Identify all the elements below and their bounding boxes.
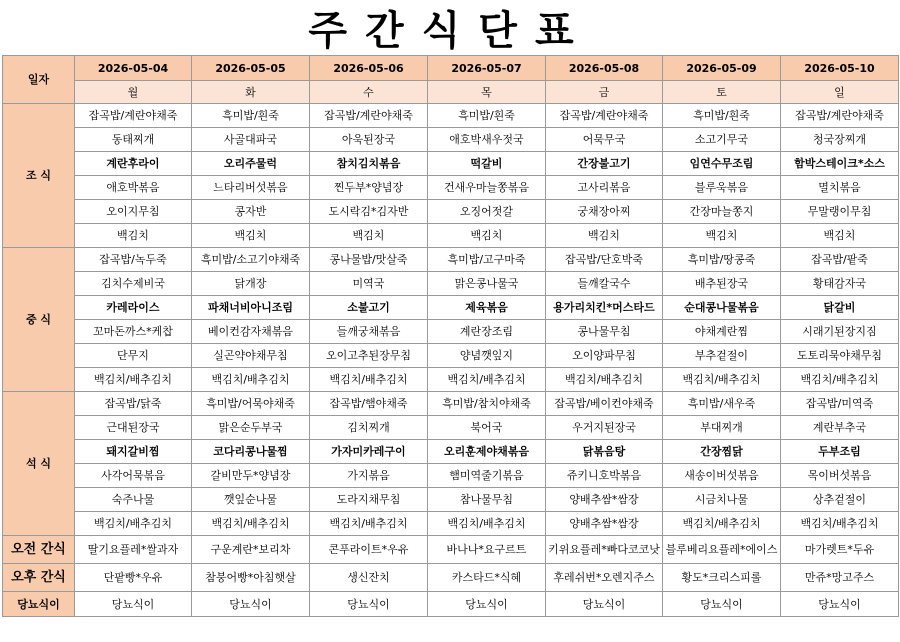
weekday-header: 금 [546,81,663,104]
menu-item: 잡곡밥/계란야채죽 [75,104,192,128]
menu-item: 도토리묵야채무침 [781,344,899,368]
menu-item: 궁채장아찌 [546,200,663,224]
menu-item: 백김치/배추김치 [75,512,192,536]
menu-item: 백김치/배추김치 [310,368,428,392]
diabetic-item: 당뇨식이 [428,592,546,617]
menu-item: 소고기무국 [663,128,781,152]
menu-item: 흑미밥/흰죽 [428,104,546,128]
menu-item: 쥬키니호박볶음 [546,464,663,488]
menu-item: 잡곡밥/계란야채죽 [310,104,428,128]
menu-item: 흑미밥/참치야채죽 [428,392,546,416]
menu-item: 흑미밥/흰죽 [663,104,781,128]
menu-item: 백김치/배추김치 [192,368,310,392]
weekday-header: 월 [75,81,192,104]
menu-item: 블루욱볶음 [663,176,781,200]
menu-item: 백김치/배추김치 [192,512,310,536]
meal-label: 중 식 [3,248,75,392]
snack-item: 콘푸라이트*우유 [310,536,428,564]
menu-item: 백김치 [546,224,663,248]
snack-item: 카스타드*식혜 [428,564,546,592]
menu-item: 파채너비아니조림 [192,296,310,320]
menu-item: 콩나물무침 [546,320,663,344]
menu-item: 백김치 [428,224,546,248]
page-title: 주간식단표 [308,8,592,54]
date-header: 2026-05-08 [546,56,663,81]
menu-item: 백김치/배추김치 [75,368,192,392]
menu-item: 미역국 [310,272,428,296]
diabetic-item: 당뇨식이 [781,592,899,617]
diabetic-item: 당뇨식이 [310,592,428,617]
date-header: 2026-05-09 [663,56,781,81]
menu-item: 참나물무침 [428,488,546,512]
menu-item: 오리주물럭 [192,152,310,176]
menu-item: 흑미밥/땅콩죽 [663,248,781,272]
menu-item: 잡곡밥/햄야채죽 [310,392,428,416]
menu-item: 도라지채무침 [310,488,428,512]
menu-item: 가자미카레구이 [310,440,428,464]
menu-item: 시래기된장지짐 [781,320,899,344]
snack-item: 구운계란*보리차 [192,536,310,564]
menu-item: 흑미밥/어묵야채죽 [192,392,310,416]
menu-item: 아욱된장국 [310,128,428,152]
date-header: 2026-05-06 [310,56,428,81]
menu-item: 닭볶음탕 [546,440,663,464]
weekly-menu-table [2,55,899,617]
day-label: 일자 [3,56,75,104]
menu-item: 계란장조림 [428,320,546,344]
diabetic-label: 당뇨식이 [3,592,75,617]
menu-item: 백김치 [310,224,428,248]
date-header: 2026-05-10 [781,56,899,81]
menu-item: 잡곡밥/녹두죽 [75,248,192,272]
meal-label: 조 식 [3,104,75,248]
snack-label: 오후 간식 [3,564,75,592]
menu-item: 상추겉절이 [781,488,899,512]
menu-item: 오이양파무침 [546,344,663,368]
menu-item: 계란후라이 [75,152,192,176]
menu-item: 간장마늘쫑지 [663,200,781,224]
menu-item: 백김치 [192,224,310,248]
menu-item: 잡곡밥/계란야채죽 [781,104,899,128]
menu-item: 부추겉절이 [663,344,781,368]
menu-item: 오이고추된장무침 [310,344,428,368]
menu-item: 어묵무국 [546,128,663,152]
menu-item: 잡곡밥/베이컨야채죽 [546,392,663,416]
menu-item: 양배추쌈*쌈장 [546,488,663,512]
menu-item: 동태찌개 [75,128,192,152]
menu-item: 계란부추국 [781,416,899,440]
snack-item: 단팥빵*우유 [75,564,192,592]
menu-item: 오이지무침 [75,200,192,224]
menu-item: 백김치/배추김치 [428,368,546,392]
menu-item: 제육볶음 [428,296,546,320]
menu-item: 잡곡밥/단호박죽 [546,248,663,272]
menu-item: 용가리치킨*머스타드 [546,296,663,320]
menu-item: 백김치/배추김치 [663,512,781,536]
menu-item: 무말랭이무침 [781,200,899,224]
menu-item: 김치수제비국 [75,272,192,296]
menu-item: 사골대파국 [192,128,310,152]
menu-item: 콩나물밥/맛살죽 [310,248,428,272]
snack-item: 황도*크리스피롤 [663,564,781,592]
snack-item: 참붕어빵*아침햇살 [192,564,310,592]
menu-item: 백김치/배추김치 [663,368,781,392]
menu-item: 흑미밥/소고기야채죽 [192,248,310,272]
menu-item: 고사리볶음 [546,176,663,200]
menu-item: 김치찌개 [310,416,428,440]
menu-item: 애호박새우젓국 [428,128,546,152]
menu-item: 깻잎순나물 [192,488,310,512]
menu-item: 근대된장국 [75,416,192,440]
menu-item: 찐두부*양념장 [310,176,428,200]
menu-item: 배추된장국 [663,272,781,296]
menu-item: 잡곡밥/팥죽 [781,248,899,272]
menu-item: 소불고기 [310,296,428,320]
menu-item: 숙주나물 [75,488,192,512]
menu-item: 건새우마늘쫑볶음 [428,176,546,200]
menu-item: 북어국 [428,416,546,440]
diabetic-item: 당뇨식이 [663,592,781,617]
menu-item: 오리훈제야채볶음 [428,440,546,464]
menu-item: 백김치/배추김치 [546,368,663,392]
menu-item: 백김치/배추김치 [781,512,899,536]
menu-item: 청국장찌개 [781,128,899,152]
diabetic-item: 당뇨식이 [75,592,192,617]
menu-item: 백김치 [663,224,781,248]
menu-item: 맑은콩나물국 [428,272,546,296]
menu-item: 카레라이스 [75,296,192,320]
menu-item: 들깨궁채볶음 [310,320,428,344]
weekday-header: 목 [428,81,546,104]
menu-item: 햄미역줄기볶음 [428,464,546,488]
menu-item: 떡갈비 [428,152,546,176]
snack-item: 만쥬*망고주스 [781,564,899,592]
menu-item: 멸치볶음 [781,176,899,200]
menu-item: 우거지된장국 [546,416,663,440]
diabetic-item: 당뇨식이 [192,592,310,617]
menu-item: 함박스테이크*소스 [781,152,899,176]
menu-item: 흑미밥/고구마죽 [428,248,546,272]
menu-item: 갈비만두*양념장 [192,464,310,488]
menu-item: 임연수무조림 [663,152,781,176]
menu-item: 잡곡밥/닭죽 [75,392,192,416]
weekday-header: 화 [192,81,310,104]
menu-item: 순대콩나물볶음 [663,296,781,320]
menu-item: 콩자반 [192,200,310,224]
menu-item: 꼬마돈까스*케찹 [75,320,192,344]
menu-item: 오징어젓갈 [428,200,546,224]
menu-item: 잡곡밥/미역죽 [781,392,899,416]
menu-item: 간장불고기 [546,152,663,176]
diabetic-item: 당뇨식이 [546,592,663,617]
menu-item: 목이버섯볶음 [781,464,899,488]
date-header: 2026-05-07 [428,56,546,81]
menu-item: 참치김치볶음 [310,152,428,176]
menu-item: 베이컨감자채볶음 [192,320,310,344]
menu-item: 백김치/배추김치 [310,512,428,536]
snack-item: 후레쉬번*오렌지주스 [546,564,663,592]
menu-item: 잡곡밥/계란야채죽 [546,104,663,128]
menu-item: 두부조림 [781,440,899,464]
weekday-header: 수 [310,81,428,104]
menu-item: 코다리콩나물찜 [192,440,310,464]
meal-label: 석 식 [3,392,75,536]
menu-item: 양념깻잎지 [428,344,546,368]
menu-item: 가지볶음 [310,464,428,488]
weekday-header: 토 [663,81,781,104]
date-header: 2026-05-05 [192,56,310,81]
menu-item: 느타리버섯볶음 [192,176,310,200]
menu-item: 돼지갈비찜 [75,440,192,464]
menu-item: 도시락김*김자반 [310,200,428,224]
menu-item: 흑미밥/흰죽 [192,104,310,128]
menu-item: 새송이버섯볶음 [663,464,781,488]
menu-item: 간장찜닭 [663,440,781,464]
date-header: 2026-05-04 [75,56,192,81]
snack-item: 딸기요플레*쌀과자 [75,536,192,564]
menu-item: 단무지 [75,344,192,368]
snack-item: 바나나*요구르트 [428,536,546,564]
menu-item: 양배추쌈*쌈장 [546,512,663,536]
snack-label: 오전 간식 [3,536,75,564]
menu-item: 시금치나물 [663,488,781,512]
menu-item: 부대찌개 [663,416,781,440]
menu-item: 황태감자국 [781,272,899,296]
menu-item: 사각어묵볶음 [75,464,192,488]
menu-item: 닭개장 [192,272,310,296]
menu-item: 애호박볶음 [75,176,192,200]
menu-item: 야채계란찜 [663,320,781,344]
weekday-header: 일 [781,81,899,104]
menu-item: 맑은순두부국 [192,416,310,440]
menu-item: 닭갈비 [781,296,899,320]
snack-item: 마가렛트*두유 [781,536,899,564]
menu-item: 백김치 [75,224,192,248]
menu-item: 백김치/배추김치 [428,512,546,536]
menu-item: 백김치 [781,224,899,248]
snack-item: 키위요플레*빠다코코낫 [546,536,663,564]
menu-item: 들깨칼국수 [546,272,663,296]
menu-item: 백김치/배추김치 [781,368,899,392]
menu-item: 실곤약야채무침 [192,344,310,368]
menu-item: 흑미밥/새우죽 [663,392,781,416]
snack-item: 생신잔치 [310,564,428,592]
snack-item: 블루베리요플레*에이스 [663,536,781,564]
